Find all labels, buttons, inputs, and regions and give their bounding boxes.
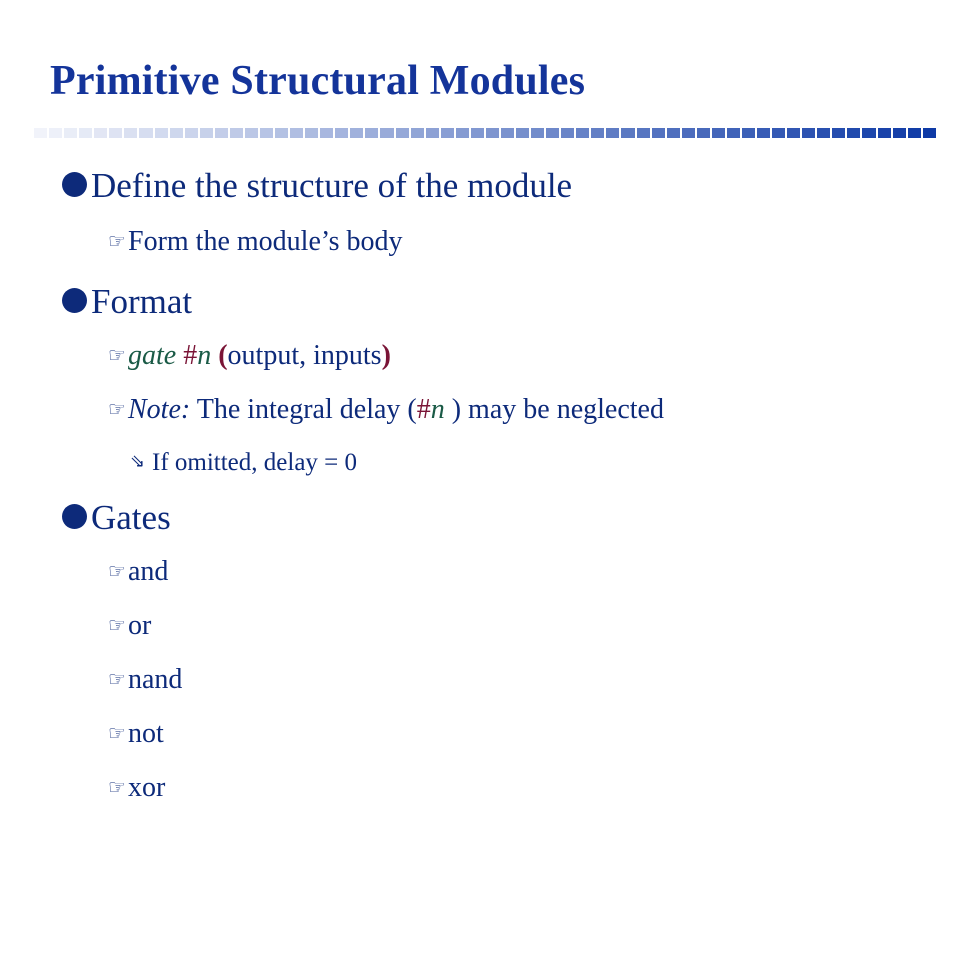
filled-circle-bullet-icon	[62, 288, 87, 313]
note-hash: #	[416, 394, 431, 425]
sub-bullet-form-body	[108, 228, 403, 256]
pointing-hand-bullet-icon: ☞	[108, 667, 126, 691]
syntax-args: output, inputs	[227, 340, 382, 371]
sub-bullet-form-body-text: Form the module’s body	[128, 226, 403, 257]
gate-item	[108, 774, 165, 802]
syntax-hash: #	[183, 340, 198, 371]
syntax-gate: gate	[128, 340, 177, 371]
note-text-after: ) may be neglected	[444, 394, 664, 425]
gate-item-text: nand	[128, 664, 183, 695]
bullet-format-text: Format	[91, 282, 193, 321]
gate-item	[108, 612, 151, 640]
bullet-define	[62, 168, 572, 203]
bullet-gates-text: Gates	[91, 498, 171, 537]
sub-bullet-note	[108, 396, 664, 424]
slide-title: Primitive Structural Modules	[50, 58, 586, 104]
pointing-hand-bullet-icon: ☞	[108, 775, 126, 799]
pointing-hand-bullet-icon: ☞	[108, 613, 126, 637]
syntax-close-paren: )	[381, 340, 391, 371]
gate-item-text: not	[128, 718, 164, 749]
filled-circle-bullet-icon	[62, 172, 87, 197]
filled-circle-bullet-icon	[62, 504, 87, 529]
note-n: n	[430, 394, 445, 425]
arrow-bullet-icon: ⇘	[130, 451, 146, 472]
pointing-hand-bullet-icon: ☞	[108, 397, 126, 421]
gate-item	[108, 558, 168, 586]
pointing-hand-bullet-icon: ☞	[108, 343, 126, 367]
note-label: Note:	[128, 394, 191, 425]
syntax-open-paren: (	[218, 340, 228, 371]
pointing-hand-bullet-icon: ☞	[108, 721, 126, 745]
bullet-format	[62, 284, 192, 319]
pointing-hand-bullet-icon: ☞	[108, 559, 126, 583]
bullet-gates	[62, 500, 171, 535]
sub-sub-bullet-omitted	[130, 450, 357, 475]
gate-item	[108, 720, 164, 748]
pointing-hand-bullet-icon: ☞	[108, 229, 126, 253]
sub-sub-bullet-omitted-text: If omitted, delay = 0	[152, 449, 358, 476]
gate-item	[108, 666, 182, 694]
bullet-define-text: Define the structure of the module	[91, 166, 573, 205]
gate-item-text: or	[128, 610, 152, 641]
syntax-n: n	[197, 340, 212, 371]
gate-item-text: xor	[128, 772, 166, 803]
gate-item-text: and	[128, 556, 169, 587]
sub-bullet-syntax	[108, 342, 391, 370]
note-text-before: The integral delay (	[196, 394, 417, 425]
